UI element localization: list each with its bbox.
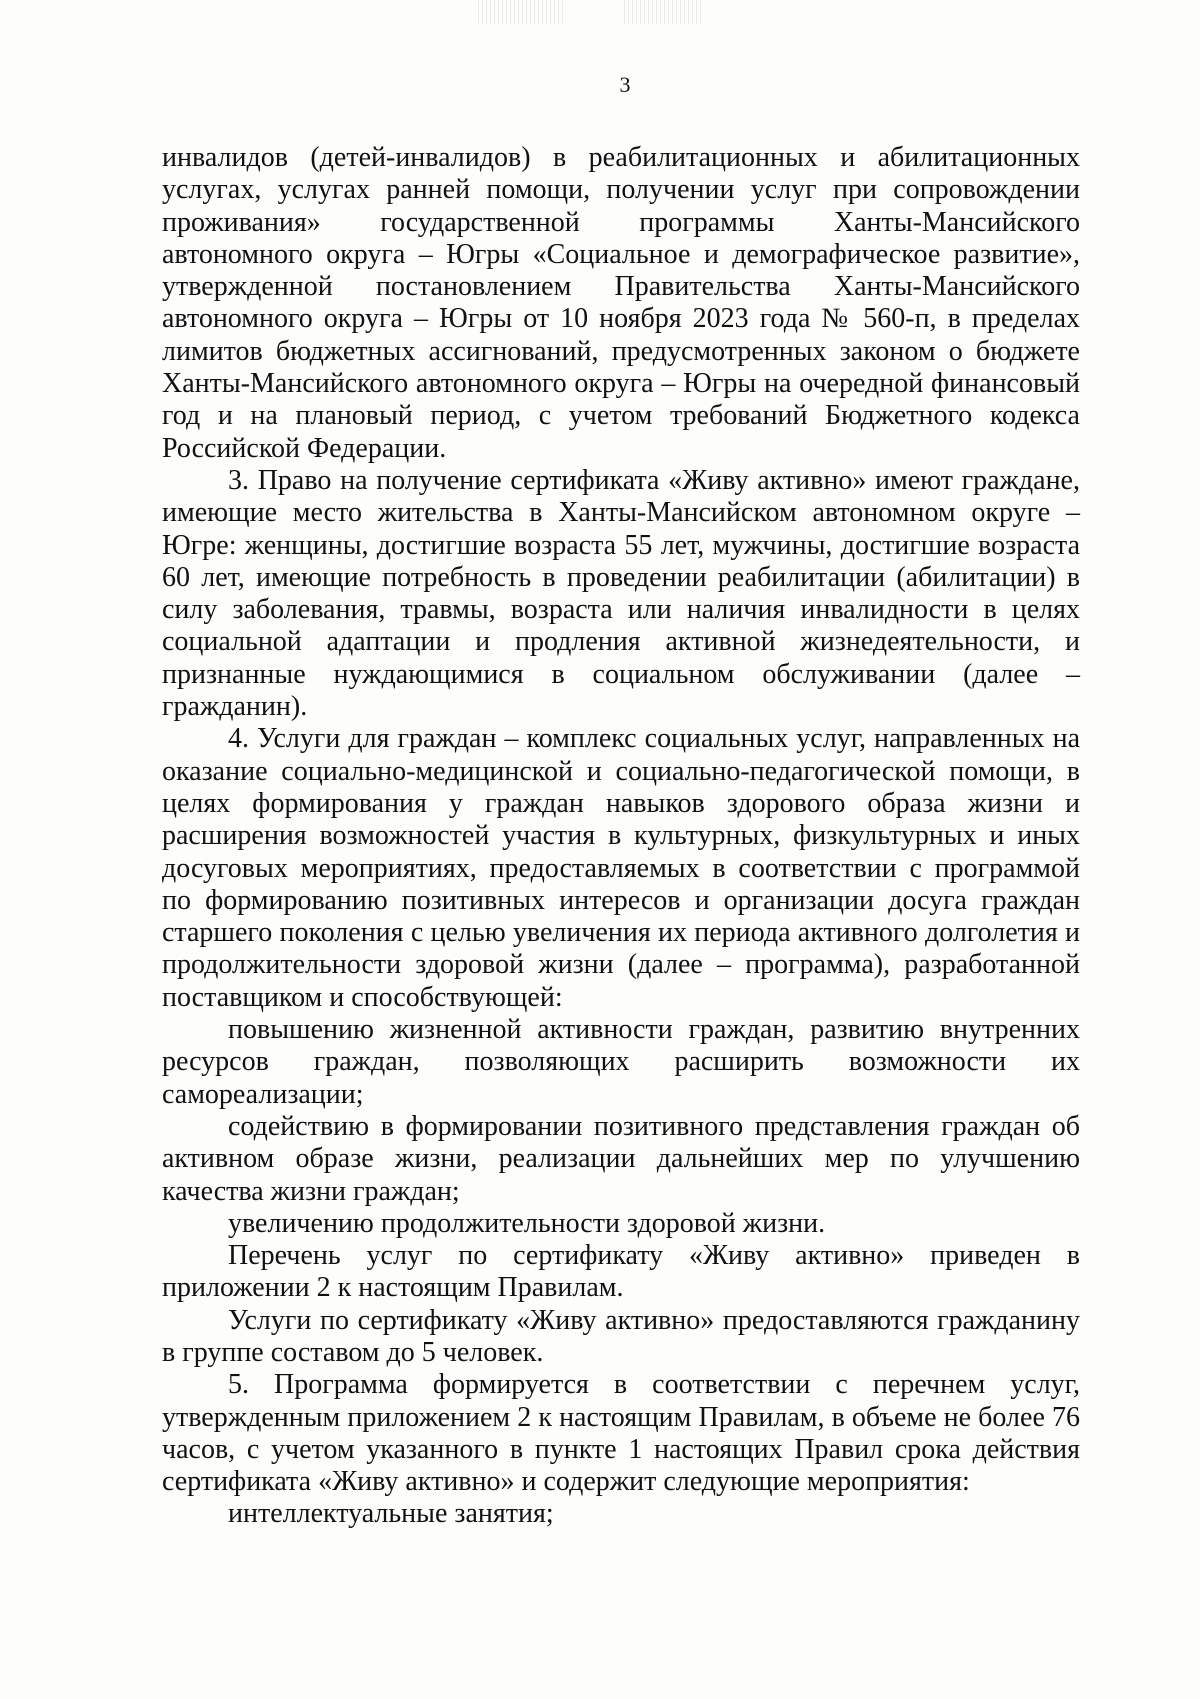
document-body: [162, 142, 1080, 1531]
scan-artifact: [478, 0, 564, 24]
paragraph-item-3: 3. Право на получение сертификата «Живу активно» имеют граждане, имеющие место жительства в Ханты-Мансийском автономном округе – Югре: женщины, достигшие возраста 55 лет, мужчины, достигшие возраста 60 лет, имеющие потребность в проведении реабилитации (абилитации) в силу заболевания, травмы, возраста или наличия инвалидности в целях социальной адаптации и продления активной жизнедеятельности, и признанные нуждающимися в социальном обслуживании (далее – гражданин).: [162, 464, 1080, 723]
paragraph-subitem: повышению жизненной активности граждан, развитию внутренних ресурсов граждан, позволяющих расширить возможности их самореализации;: [162, 1014, 1080, 1110]
page-number: 3: [619, 72, 631, 97]
paragraph-subitem: содействию в формировании позитивного представления граждан об активном образе жизни, реализации дальнейших мер по улучшению качества жизни граждан;: [162, 1110, 1080, 1207]
paragraph-item-5: 5. Программа формируется в соответствии с перечнем услуг, утвержденным приложением 2 к настоящим Правилам, в объеме не более 76 часов, с учетом указанного в пункте 1 настоящих Правил срока действия сертификата «Живу активно» и содержит следующие мероприятия:: [162, 1369, 1080, 1498]
scan-artifact: [624, 0, 702, 24]
paragraph-services-list-reference: Перечень услуг по сертификату «Живу активно» приведен в приложении 2 к настоящим Правилам.: [162, 1240, 1080, 1304]
paragraph-subitem: интеллектуальные занятия;: [228, 1498, 554, 1530]
paragraph-group-size: Услуги по сертификату «Живу активно» предоставляются гражданину в группе составом до 5 человек.: [162, 1304, 1080, 1368]
paragraph-subitem: увеличению продолжительности здоровой жизни.: [228, 1207, 826, 1239]
paragraph-continued: инвалидов (детей-инвалидов) в реабилитационных и абилитационных услугах, услугах ранней помощи, получении услуг при сопровождении проживания» государственной программы Ханты-Мансийского автономного округа – Югры «Социальное и демографическое развитие», утвержденной постановлением Правительства Ханты-Мансийского автономного округа – Югры от 10 ноября 2023 года № 560-п, в пределах лимитов бюджетных ассигнований, предусмотренных законом о бюджете Ханты-Мансийского автономного округа – Югры на очередной финансовый год и на плановый период, с учетом требований Бюджетного кодекса Российской Федерации.: [162, 142, 1080, 464]
paragraph-item-4: 4. Услуги для граждан – комплекс социальных услуг, направленных на оказание социально-медицинской и социально-педагогической помощи, в целях формирования у граждан навыков здорового образа жизни и расширения возможностей участия в культурных, физкультурных и иных досуговых мероприятиях, предоставляемых в соответствии с программой по формированию позитивных интересов и организации досуга граждан старшего поколения с целью увеличения их периода активного долголетия и продолжительности здоровой жизни (далее – программа), разработанной поставщиком и способствующей:: [162, 723, 1080, 1013]
